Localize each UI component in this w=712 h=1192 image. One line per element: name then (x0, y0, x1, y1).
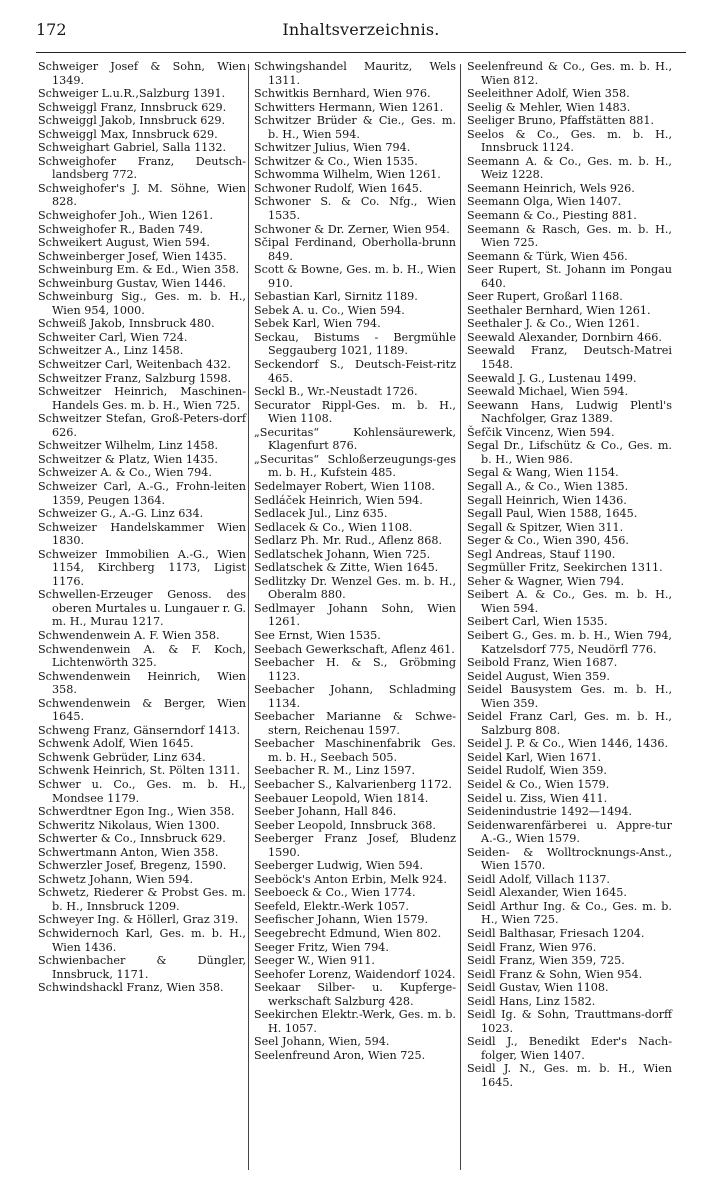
index-entry: Schweiter Carl, Wien 724. (38, 330, 188, 344)
index-entry: Schweikert August, Wien 594. (38, 236, 210, 250)
index-entry: Seebauer Leopold, Wien 1814. (254, 791, 429, 805)
index-entry: Schwetz Johann, Wien 594. (38, 872, 194, 886)
index-entry: Sebek Karl, Wien 794. (254, 317, 381, 331)
index-entry: Schwidernoch Karl, Ges. m. b. H., Wien 1436. (38, 927, 246, 954)
index-entry: Seehofer Lorenz, Waidendorf 1024. (254, 967, 456, 981)
index-entry: Seebacher H. & S., Gröbming 1123. (254, 656, 456, 683)
index-entry: Seewald Franz, Deutsch-Matrei 1548. (467, 344, 672, 372)
index-entry: Seebacher Johann, Schladming 1134. (254, 683, 456, 710)
index-column-2 (254, 60, 456, 1062)
index-entry: Seidenwarenfärberei u. Appre-tur A.-G., Wien 1579. (467, 818, 672, 846)
index-entry: Schwienbacher & Düngler, Innsbruck, 1171. (38, 954, 246, 981)
index-entry: Schwitters Hermann, Wien 1261. (254, 100, 444, 114)
index-entry: Schweizer Immobilien A.-G., Wien 1154, Kirchberg 1173, Ligist 1176. (38, 547, 246, 588)
index-entry: Schwendenwein Heinrich, Wien 358. (38, 669, 246, 697)
index-entry: Schweighart Gabriel, Salla 1132. (38, 141, 227, 155)
index-entry: Seeböck's Anton Erbin, Melk 924. (254, 872, 447, 886)
index-entry: Seidl Hans, Linz 1582. (467, 994, 596, 1008)
index-entry: Sedlarz Ph. Mr. Rud., Aflenz 868. (254, 534, 443, 548)
index-entry: Seidl Adolf, Villach 1137. (467, 872, 610, 886)
index-entry: See Ernst, Wien 1535. (254, 628, 381, 642)
index-entry: Seeger W., Wien 911. (254, 954, 375, 968)
index-entry: Schweizer Handelskammer Wien 1830. (38, 520, 246, 548)
index-entry: Schwerter & Co., Innsbruck 629. (38, 832, 226, 846)
index-entry: Seefeld, Elektr.-Werk 1057. (254, 899, 409, 913)
index-entry: Seibert A. & Co., Ges. m. b. H., Wien 594. (467, 588, 672, 615)
index-entry: Seidl Franz, Wien 359, 725. (467, 954, 625, 968)
index-entry: Schweizer A. & Co., Wien 794. (38, 466, 212, 480)
index-entry: Seidel Bausystem Ges. m. b. H., Wien 359. (467, 683, 672, 710)
index-entry: Schweighofer Joh., Wien 1261. (38, 209, 214, 223)
index-column-3 (467, 60, 672, 1090)
index-entry: Schweinburg Sig., Ges. m. b. H., Wien 954, 1000. (38, 290, 246, 317)
index-entry: Sedlmayer Johann Sohn, Wien 1261. (254, 601, 456, 629)
index-entry: Seethaler J. & Co., Wien 1261. (467, 317, 640, 331)
index-entry: Schweinberger Josef, Wien 1435. (38, 249, 227, 263)
index-entry: Seidenindustrie 1492—1494. (467, 805, 633, 819)
index-entry: Šefčik Vincenz, Wien 594. (467, 425, 615, 439)
column-divider (248, 64, 249, 1170)
index-entry: Schweinburg Em. & Ed., Wien 358. (38, 263, 240, 277)
index-entry: Seeliger Bruno, Pfaffstätten 881. (467, 114, 655, 128)
index-entry: Scott & Bowne, Ges. m. b. H., Wien 910. (254, 263, 456, 290)
index-entry: Sedlatschek & Zitte, Wien 1645. (254, 561, 439, 575)
index-entry: Schwoner & Dr. Zerner, Wien 954. (254, 222, 450, 236)
index-entry: Seidl J., Benedikt Eder's Nach-folger, Wien 1407. (467, 1035, 672, 1062)
index-entry: Sedlacek Jul., Linz 635. (254, 507, 388, 521)
index-entry: Seeber Leopold, Innsbruck 368. (254, 818, 436, 832)
index-entry: Seibert Carl, Wien 1535. (467, 615, 608, 629)
index-entry: Seelenfreund Aron, Wien 725. (254, 1048, 426, 1062)
index-entry: Schwitkis Bernhard, Wien 976. (254, 87, 431, 101)
index-entry: Seemann A. & Co., Ges. m. b. H., Weiz 1228. (467, 154, 672, 182)
index-entry: Schwerdtner Egon Ing., Wien 358. (38, 805, 235, 819)
index-entry: Seidl Ig. & Sohn, Trauttmans-dorff 1023. (467, 1008, 672, 1035)
index-entry: Schweighofer R., Baden 749. (38, 222, 204, 236)
index-entry: Segal & Wang, Wien 1154. (467, 466, 619, 480)
index-entry: Schweinburg Gustav, Wien 1446. (38, 276, 226, 290)
index-entry: Sedelmayer Robert, Wien 1108. (254, 479, 435, 493)
index-entry: Schwetz, Riederer & Probst Ges. m. b. H., Innsbruck 1209. (38, 886, 246, 913)
index-entry: Seidl Gustav, Wien 1108. (467, 981, 609, 995)
index-entry: Schweng Franz, Gänserndorf 1413. (38, 723, 240, 737)
page-title: Inhaltsverzeichnis. (282, 20, 440, 39)
index-entry: Seidel Karl, Wien 1671. (467, 750, 602, 764)
index-column-1 (38, 60, 246, 995)
index-entry: Schweiggl Franz, Innsbruck 629. (38, 100, 227, 114)
index-entry: Schweitzer & Platz, Wien 1435. (38, 452, 218, 466)
page-header (36, 20, 686, 46)
index-entry: Schwenk Gebrüder, Linz 634. (38, 750, 206, 764)
index-entry: Seidel Rudolf, Wien 359. (467, 764, 607, 778)
index-entry: Schwindshackl Franz, Wien 358. (38, 981, 224, 995)
index-entry: Seidl Franz, Wien 976. (467, 940, 597, 954)
index-entry: „Securitas“ Kohlensäurewerk, Klagenfurt 876. (254, 425, 456, 453)
page-number: 172 (36, 20, 67, 39)
index-entry: Schweighofer Franz, Deutsch-landsberg 772. (38, 154, 246, 182)
index-entry: Schwitzer & Co., Wien 1535. (254, 154, 418, 168)
index-entry: Seeberger Franz Josef, Bludenz 1590. (254, 832, 456, 859)
index-entry: Schweiger L.u.R.,Salzburg 1391. (38, 87, 226, 101)
index-entry: Schweighofer's J. M. Söhne, Wien 828. (38, 181, 246, 209)
index-entry: Seidel Franz Carl, Ges. m. b. H., Salzburg 808. (467, 710, 672, 737)
index-entry: Seewald J. G., Lustenau 1499. (467, 371, 637, 385)
index-entry: Schwoner Rudolf, Wien 1645. (254, 181, 423, 195)
index-entry: Seegebrecht Edmund, Wien 802. (254, 927, 442, 940)
index-entry: Seeber Johann, Hall 846. (254, 805, 397, 819)
index-entry: Seebacher Maschinenfabrik Ges. m. b. H., Seebach 505. (254, 737, 456, 764)
index-entry: Schweiß Jakob, Innsbruck 480. (38, 317, 215, 331)
index-entry: Schweitzer Wilhelm, Linz 1458. (38, 439, 219, 453)
column-divider (460, 64, 461, 1170)
index-entry: Schwenk Adolf, Wien 1645. (38, 737, 194, 751)
index-entry: Segall Heinrich, Wien 1436. (467, 493, 627, 507)
index-entry: Seher & Wagner, Wien 794. (467, 574, 625, 588)
index-entry: Sedláček Heinrich, Wien 594. (254, 493, 423, 507)
index-entry: Schwingshandel Mauritz, Wels 1311. (254, 60, 456, 87)
index-entry: Seeleithner Adolf, Wien 358. (467, 87, 630, 101)
index-entry: Seckl B., Wr.-Neustadt 1726. (254, 385, 418, 399)
index-entry: Seewald Alexander, Dornbirn 466. (467, 330, 662, 344)
index-entry: Sedlitzky Dr. Wenzel Ges. m. b. H., Oberalm 880. (254, 574, 456, 602)
index-entry: Seelos & Co., Ges. m. b. H., Innsbruck 1124. (467, 127, 672, 155)
index-entry: Seidl J. N., Ges. m. b. H., Wien 1645. (467, 1062, 672, 1090)
index-entry: Seibert G., Ges. m. b. H., Wien 794, Katzelsdorf 775, Neudörfl 776. (467, 628, 672, 656)
index-entry: Seemann & Türk, Wien 456. (467, 249, 628, 263)
index-entry: Seidl Balthasar, Friesach 1204. (467, 927, 645, 940)
index-entry: Seiden- & Wolltrocknungs-Anst., Wien 1570. (467, 845, 672, 873)
index-entry: Seefischer Johann, Wien 1579. (254, 913, 429, 927)
index-entry: Schweiger Josef & Sohn, Wien 1349. (38, 60, 246, 87)
index-entry: Schweizer Carl, A.-G., Frohn-leiten 1359, Peugen 1364. (38, 479, 246, 507)
index-entry: Seckau, Bistums - Bergmühle Seggauberg 1021, 1189. (254, 330, 456, 358)
index-entry: Seeboeck & Co., Wien 1774. (254, 886, 416, 900)
index-entry: Seidel J. P. & Co., Wien 1446, 1436. (467, 737, 669, 751)
index-entry: Schweitzer Franz, Salzburg 1598. (38, 371, 232, 385)
index-entry: Seekirchen Elektr.-Werk, Ges. m. b. H. 1057. (254, 1008, 456, 1035)
index-entry: Seebacher R. M., Linz 1597. (254, 764, 416, 778)
index-entry: Sčipal Ferdinand, Oberholla-brunn 849. (254, 236, 456, 263)
index-entry: Seibold Franz, Wien 1687. (467, 656, 618, 670)
index-entry: Schwendenwein A. & F. Koch, Lichtenwörth 325. (38, 642, 246, 670)
index-entry: Schweitzer A., Linz 1458. (38, 344, 184, 358)
index-entry: Sebastian Karl, Sirnitz 1189. (254, 290, 418, 304)
index-entry: Seidel & Co., Wien 1579. (467, 777, 610, 791)
index-entry: Schwendenwein & Berger, Wien 1645. (38, 696, 246, 724)
index-entry: Segall & Spitzer, Wien 311. (467, 520, 624, 534)
index-entry: Schweitzer Stefan, Groß-Peters-dorf 626. (38, 412, 246, 439)
index-entry: Schweitzer Carl, Weitenbach 432. (38, 358, 231, 372)
index-entry: Seeger Fritz, Wien 794. (254, 940, 389, 954)
index-entry: Segall Paul, Wien 1588, 1645. (467, 507, 638, 521)
index-entry: Seer Rupert, St. Johann im Pongau 640. (467, 263, 672, 290)
index-entry: Schwellen-Erzeuger Genoss. des oberen Murtales u. Lungauer r. G. m. H., Murau 1217. (38, 588, 246, 629)
index-entry: Seidel August, Wien 359. (467, 669, 610, 683)
index-entry: Segal Dr., Lifschütz & Co., Ges. m. b. H., Wien 986. (467, 439, 672, 466)
index-entry: Seer Rupert, Großarl 1168. (467, 290, 623, 304)
index-entry: Schweitzer Heinrich, Maschinen-Handels Ges. m. b. H., Wien 725. (38, 385, 246, 412)
index-entry: Seebacher S., Kalvarienberg 1172. (254, 777, 452, 791)
index-entry: Seekaar Silber- u. Kupferge-werkschaft Salzburg 428. (254, 981, 456, 1008)
index-entry: Seethaler Bernhard, Wien 1261. (467, 303, 651, 317)
index-entry: Seel Johann, Wien, 594. (254, 1035, 390, 1049)
index-entry: Seemann & Rasch, Ges. m. b. H., Wien 725. (467, 222, 672, 250)
index-entry: Schweritz Nikolaus, Wien 1300. (38, 818, 220, 832)
index-entry: Seemann & Co., Piesting 881. (467, 209, 637, 223)
index-entry: Schwenk Heinrich, St. Pölten 1311. (38, 764, 241, 778)
index-entry: Schwomma Wilhelm, Wien 1261. (254, 168, 441, 182)
index-entry: Seebacher Marianne & Schwe-stern, Reichenau 1597. (254, 710, 456, 737)
index-entry: Schwer u. Co., Ges. m. b. H., Mondsee 1179. (38, 777, 246, 805)
index-entry: Sebek A. u. Co., Wien 594. (254, 303, 405, 317)
index-entry: Seidl Franz & Sohn, Wien 954. (467, 967, 643, 981)
index-entry: Schweiggl Jakob, Innsbruck 629. (38, 114, 226, 128)
index-entry: Seckendorf S., Deutsch-Feist-ritz 465. (254, 358, 456, 385)
index-entry: Seelig & Mehler, Wien 1483. (467, 100, 631, 114)
index-entry: Seebach Gewerkschaft, Aflenz 461. (254, 642, 455, 656)
index-entry: Segmüller Fritz, Seekirchen 1311. (467, 561, 663, 575)
index-entry: Schwitzer Julius, Wien 794. (254, 141, 411, 155)
index-entry: Seelenfreund & Co., Ges. m. b. H., Wien 812. (467, 60, 672, 87)
index-entry: Seeberger Ludwig, Wien 594. (254, 859, 424, 873)
index-entry: Schwoner S. & Co. Nfg., Wien 1535. (254, 195, 456, 223)
index-entry: Schwitzer Brüder & Cie., Ges. m. b. H., Wien 594. (254, 114, 456, 141)
index-entry: Seidl Alexander, Wien 1645. (467, 886, 627, 900)
index-entry: Schweiggl Max, Innsbruck 629. (38, 127, 218, 141)
index-entry: Schweyer Ing. & Höllerl, Graz 319. (38, 913, 239, 927)
index-entry: Seger & Co., Wien 390, 456. (467, 534, 629, 548)
index-entry: Seidel u. Ziss, Wien 411. (467, 791, 608, 805)
index-entry: Seemann Olga, Wien 1407. (467, 195, 622, 209)
index-entry: Seewald Michael, Wien 594. (467, 385, 629, 399)
index-entry: Schwertmann Anton, Wien 358. (38, 845, 219, 859)
index-entry: Sedlacek & Co., Wien 1108. (254, 520, 413, 534)
index-entry: Sedlatschek Johann, Wien 725. (254, 547, 431, 561)
index-entry: Securator Rippl-Ges. m. b. H., Wien 1108. (254, 398, 456, 426)
index-entry: Schwerzler Josef, Bregenz, 1590. (38, 859, 227, 873)
index-entry: Schweizer G., A.-G. Linz 634. (38, 507, 204, 521)
index-entry: Segall A., & Co., Wien 1385. (467, 479, 629, 493)
header-rule (36, 52, 686, 53)
index-entry: Seemann Heinrich, Wels 926. (467, 181, 635, 195)
index-entry: Segl Andreas, Stauf 1190. (467, 547, 616, 561)
index-entry: Seidl Arthur Ing. & Co., Ges. m. b. H., Wien 725. (467, 899, 672, 927)
index-entry: Schwendenwein A. F. Wien 358. (38, 628, 220, 642)
index-entry: Seewann Hans, Ludwig Plentl's Nachfolger, Graz 1389. (467, 398, 672, 426)
index-entry: „Securitas“ Schloßerzeugungs-ges m. b. H., Kufstein 485. (254, 452, 456, 480)
